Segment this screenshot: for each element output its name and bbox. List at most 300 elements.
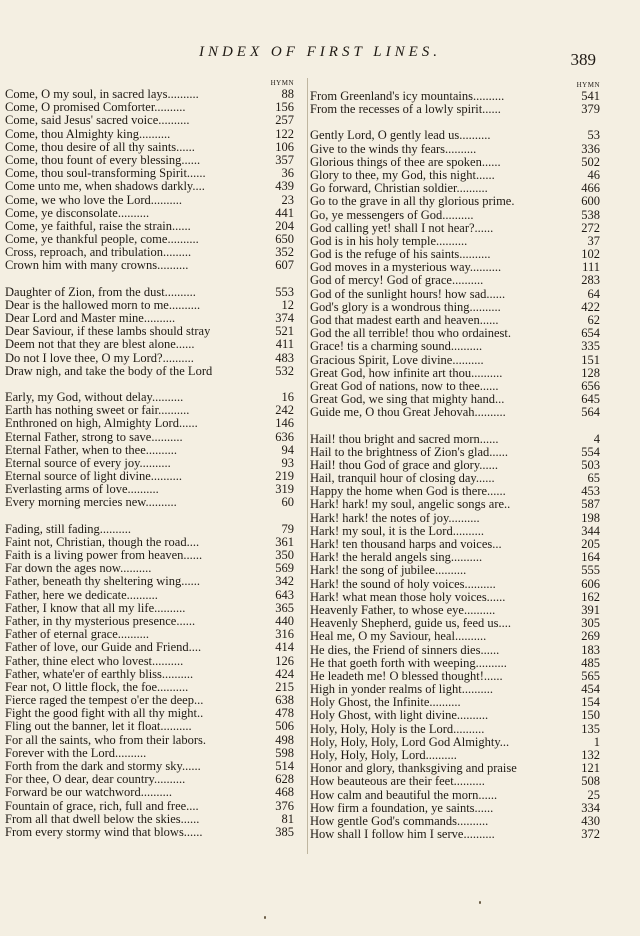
- index-entry: [310, 749, 600, 762]
- hymn-number: 468: [275, 786, 294, 800]
- hymn-number: 521: [275, 325, 294, 339]
- first-line-text: Earth has nothing sweet or fair..........: [5, 404, 190, 418]
- first-line-text: Dear Lord and Master mine..........: [5, 312, 176, 325]
- index-entry: [5, 707, 294, 720]
- hymn-number: 391: [581, 603, 600, 617]
- first-line-text: Hail to the brightness of Zion's glad......: [310, 445, 509, 459]
- first-line-text: God is in his holy temple..........: [310, 234, 468, 248]
- first-line-text: Holy, Holy, Holy, Lord..........: [310, 749, 457, 762]
- hymn-number: 607: [275, 259, 294, 273]
- hymn-number: 374: [275, 312, 294, 325]
- right-index-blocks: [310, 90, 600, 841]
- index-entry: [5, 694, 294, 707]
- hymn-number: 606: [581, 577, 600, 591]
- index-entry: [310, 723, 600, 736]
- index-entry: [310, 630, 600, 643]
- hymn-number: 46: [587, 168, 600, 182]
- first-line-text: Hark! my soul, it is the Lord..........: [310, 524, 484, 538]
- first-line-text: Heavenly Shepherd, guide us, feed us....: [310, 617, 511, 631]
- index-entry: [310, 604, 600, 617]
- first-line-text: Hail! thou bright and sacred morn......: [310, 432, 499, 446]
- hymn-number: 183: [581, 643, 600, 657]
- hymn-number: 379: [581, 103, 600, 117]
- hymn-number: 498: [275, 733, 294, 747]
- first-line-text: Give to the winds thy fears..........: [310, 142, 477, 156]
- index-entry: [310, 644, 600, 657]
- hymn-number: 643: [275, 588, 294, 602]
- index-entry: [5, 549, 294, 562]
- index-entry: [310, 248, 600, 261]
- first-line-text: Faint not, Christian, though the road....: [5, 535, 200, 549]
- index-entry: [5, 167, 294, 180]
- first-line-text: Forth from the dark and stormy sky......: [5, 760, 201, 773]
- hymn-number: 483: [275, 351, 294, 365]
- index-entry: [310, 446, 600, 459]
- first-line-text: Eternal Father, when to thee..........: [5, 443, 178, 457]
- index-letter-group: [5, 286, 294, 378]
- first-line-text: Faith is a living power from heaven......: [5, 549, 203, 562]
- first-line-text: Father, in thy mysterious presence......: [5, 614, 196, 628]
- hymn-number: 508: [581, 775, 600, 789]
- index-letter-group: [5, 391, 294, 510]
- index-entry: [310, 433, 600, 446]
- index-entry: [5, 575, 294, 588]
- index-entry: [5, 734, 294, 747]
- index-entry: [5, 286, 294, 299]
- first-line-text: Go, ye messengers of God..........: [310, 208, 474, 222]
- hymn-number: 342: [275, 575, 294, 589]
- hymn-number: 53: [587, 129, 600, 143]
- hymn-number: 414: [275, 641, 294, 655]
- index-entry: [5, 352, 294, 365]
- index-entry: [310, 736, 600, 749]
- hymn-number: 628: [275, 773, 294, 787]
- index-entry: [5, 773, 294, 786]
- index-entry: [310, 472, 600, 485]
- index-entry: [5, 800, 294, 813]
- hymn-number: 198: [581, 511, 600, 525]
- hymn-number: 126: [275, 654, 294, 668]
- hymn-number: 150: [581, 709, 600, 723]
- index-entry: [310, 222, 600, 235]
- index-entry: [310, 156, 600, 169]
- index-entry: [310, 235, 600, 248]
- first-line-text: Hark! the song of jubilee..........: [310, 564, 467, 578]
- index-entry: [310, 143, 600, 156]
- hymn-number: 93: [281, 456, 294, 470]
- index-entry: [310, 261, 600, 274]
- index-letter-group: [310, 90, 600, 116]
- first-line-text: Come, thou desire of all thy saints......: [5, 140, 195, 154]
- hymn-number: 132: [581, 749, 600, 762]
- hymn-number: 62: [587, 314, 600, 327]
- hymn-number: 336: [581, 142, 600, 156]
- index-entry: [5, 128, 294, 141]
- index-entry: [310, 314, 600, 327]
- first-line-text: He that goeth forth with weeping..........: [310, 656, 507, 670]
- first-line-text: Deem not that they are blest alone......: [5, 338, 195, 352]
- print-speck: [264, 916, 266, 919]
- hymn-number: 64: [587, 287, 600, 301]
- first-line-text: Far down the ages now..........: [5, 562, 152, 576]
- first-line-text: Every morning mercies new..........: [5, 496, 177, 510]
- index-entry: [5, 259, 294, 272]
- index-entry: [5, 589, 294, 602]
- hymn-number: 503: [581, 458, 600, 472]
- index-entry: [5, 180, 294, 193]
- first-line-text: Fierce raged the tempest o'er the deep...: [5, 694, 204, 708]
- first-line-text: Fading, still fading..........: [5, 522, 132, 536]
- hymn-number: 305: [581, 617, 600, 631]
- first-line-text: Hail, tranquil hour of closing day......: [310, 472, 495, 486]
- page-header-title: INDEX OF FIRST LINES.: [198, 44, 442, 60]
- hymn-number: 65: [587, 472, 600, 486]
- index-entry: [310, 498, 600, 511]
- first-line-text: Come, O my soul, in sacred lays..........: [5, 88, 199, 101]
- hymn-column-label: HYMN: [576, 81, 600, 89]
- index-entry: [310, 617, 600, 630]
- hymn-number: 376: [275, 799, 294, 813]
- first-line-text: Great God of nations, now to thee......: [310, 379, 499, 393]
- first-line-text: God's glory is a wondrous thing..........: [310, 300, 501, 314]
- first-line-text: Dear Saviour, if these lambs should stray: [5, 325, 211, 339]
- index-entry: [5, 470, 294, 483]
- index-entry: [5, 431, 294, 444]
- first-line-text: Father, thine elect who lovest..........: [5, 654, 184, 668]
- index-entry: [5, 813, 294, 826]
- hymn-number: 654: [581, 327, 600, 341]
- hymn-number: 106: [275, 140, 294, 154]
- index-entry: [5, 233, 294, 246]
- index-entry: [5, 246, 294, 259]
- hymn-number: 532: [275, 364, 294, 378]
- index-entry: [5, 536, 294, 549]
- hymn-number: 565: [581, 669, 600, 683]
- first-line-text: How firm a foundation, ye saints......: [310, 801, 494, 815]
- index-entry: [310, 709, 600, 722]
- first-line-text: Fear not, O little flock, the foe..........: [5, 680, 189, 694]
- index-entry: [5, 207, 294, 220]
- hymn-number: 272: [581, 221, 600, 235]
- hymn-number: 441: [275, 206, 294, 220]
- first-line-text: Holy Ghost, with light divine..........: [310, 709, 489, 723]
- first-line-text: Come, ye disconsolate..........: [5, 206, 150, 220]
- index-entry: [5, 88, 294, 101]
- hymn-number: 555: [581, 564, 600, 578]
- index-entry: [5, 641, 294, 654]
- first-line-text: Come, O promised Comforter..........: [5, 101, 186, 115]
- hymn-number: 365: [275, 601, 294, 615]
- hymn-number: 650: [275, 233, 294, 247]
- index-entry: [310, 485, 600, 498]
- hymn-number: 478: [275, 707, 294, 721]
- index-entry: [310, 828, 600, 841]
- first-line-text: Draw nigh, and take the body of the Lord: [5, 364, 213, 378]
- first-line-text: How calm and beautiful the morn......: [310, 788, 498, 802]
- first-line-text: Father, I know that all my life..........: [5, 601, 186, 615]
- first-line-text: Everlasting arms of love..........: [5, 483, 159, 497]
- hymn-column-label: HYMN: [270, 79, 294, 87]
- index-letter-group: [5, 523, 294, 840]
- hymn-number: 146: [275, 417, 294, 431]
- hymn-number: 638: [275, 694, 294, 708]
- index-entry: [310, 209, 600, 222]
- first-line-text: Go to the grave in all thy glorious prime.: [310, 195, 515, 209]
- hymn-number: 422: [581, 300, 600, 314]
- index-entry: [5, 655, 294, 668]
- hymn-number: 81: [281, 812, 294, 826]
- hymn-number: 128: [581, 366, 600, 380]
- index-entry: [5, 299, 294, 312]
- index-entry: [5, 720, 294, 733]
- index-entry: [310, 512, 600, 525]
- index-entry: [5, 826, 294, 839]
- first-line-text: Fountain of grace, rich, full and free....: [5, 799, 199, 813]
- first-line-text: Holy Ghost, the Infinite..........: [310, 696, 461, 710]
- index-entry: [310, 103, 600, 116]
- index-entry: [310, 657, 600, 670]
- index-entry: [310, 551, 600, 564]
- hymn-number: 598: [275, 746, 294, 760]
- index-entry: [5, 496, 294, 509]
- hymn-number: 453: [581, 485, 600, 499]
- hymn-number: 352: [275, 246, 294, 260]
- hymn-number: 454: [581, 683, 600, 697]
- hymn-number: 205: [581, 538, 600, 551]
- first-line-text: Happy the home when God is there......: [310, 485, 506, 499]
- hymn-number: 411: [275, 338, 294, 352]
- hymn-number: 440: [275, 614, 294, 628]
- first-line-text: Holy, Holy, Holy is the Lord..........: [310, 722, 485, 736]
- index-entry: [310, 683, 600, 696]
- index-entry: [310, 129, 600, 142]
- first-line-text: Honor and glory, thanksgiving and praise: [310, 762, 517, 776]
- first-line-text: Eternal source of every joy..........: [5, 456, 171, 470]
- first-line-text: Heavenly Father, to whose eye..........: [310, 603, 496, 617]
- first-line-text: High in yonder realms of light..........: [310, 683, 493, 697]
- hymn-number: 37: [587, 234, 600, 248]
- index-entry: [5, 444, 294, 457]
- index-entry: [5, 747, 294, 760]
- first-line-text: God moves in a mysterious way..........: [310, 261, 502, 275]
- index-entry: [5, 668, 294, 681]
- index-entry: [310, 591, 600, 604]
- index-entry: [5, 220, 294, 233]
- first-line-text: From every stormy wind that blows......: [5, 825, 203, 839]
- index-entry: [5, 628, 294, 641]
- hymn-number: 319: [275, 483, 294, 497]
- index-entry: [310, 380, 600, 393]
- first-line-text: Gently Lord, O gently lead us..........: [310, 129, 491, 143]
- first-line-text: Heal me, O my Saviour, heal..........: [310, 630, 487, 644]
- hymn-number: 506: [275, 720, 294, 734]
- first-line-text: Early, my God, without delay..........: [5, 390, 184, 404]
- index-entry: [310, 696, 600, 709]
- first-line-text: Hark! the herald angels sing..........: [310, 551, 483, 565]
- index-entry: [5, 786, 294, 799]
- index-entry: [5, 338, 294, 351]
- first-line-text: Do not I love thee, O my Lord?..........: [5, 351, 194, 365]
- first-line-text: From Greenland's icy mountains..........: [310, 90, 505, 103]
- index-entry: [5, 760, 294, 773]
- index-entry: [5, 602, 294, 615]
- hymn-number: 79: [281, 522, 294, 536]
- hymn-number: 538: [581, 208, 600, 222]
- hymn-number: 36: [281, 167, 294, 181]
- index-letter-group: [310, 433, 600, 842]
- first-line-text: He dies, the Friend of sinners dies......: [310, 643, 500, 657]
- first-line-text: From the recesses of a lowly spirit......: [310, 103, 501, 117]
- first-line-text: Dear is the hallowed morn to me..........: [5, 298, 201, 312]
- first-line-text: Eternal source of light divine..........: [5, 470, 183, 484]
- hymn-number: 466: [581, 182, 600, 196]
- hymn-number: 156: [275, 101, 294, 115]
- hymn-number: 257: [275, 114, 294, 128]
- index-entry: [5, 417, 294, 430]
- first-line-text: God of the sunlight hours! how sad......: [310, 287, 506, 301]
- first-line-text: Hail! thou God of grace and glory......: [310, 458, 499, 472]
- index-entry: [5, 404, 294, 417]
- first-line-text: Hark! what mean those holy voices......: [310, 590, 506, 604]
- hymn-number: 4: [593, 432, 600, 446]
- hymn-number: 344: [581, 524, 600, 538]
- first-line-text: For thee, O dear, dear country..........: [5, 773, 186, 787]
- first-line-text: Come, ye thankful people, come..........: [5, 233, 199, 247]
- first-line-text: Hark! hark! the notes of joy..........: [310, 511, 480, 525]
- hymn-number: 350: [275, 549, 294, 562]
- hymn-number: 569: [275, 562, 294, 576]
- index-entry: [5, 101, 294, 114]
- hymn-number: 215: [275, 680, 294, 694]
- hymn-number: 219: [275, 470, 294, 484]
- index-entry: [310, 789, 600, 802]
- index-entry: [310, 354, 600, 367]
- index-entry: [310, 182, 600, 195]
- index-entry: [5, 154, 294, 167]
- index-entry: [5, 312, 294, 325]
- index-entry: [5, 141, 294, 154]
- left-column: [5, 78, 294, 852]
- index-entry: [310, 406, 600, 419]
- hymn-number: 269: [581, 630, 600, 644]
- hymn-number: 316: [275, 628, 294, 642]
- index-entry: [310, 578, 600, 591]
- first-line-text: Fling out the banner, let it float..........: [5, 720, 192, 734]
- hymn-number: 430: [581, 814, 600, 828]
- first-line-text: Father, whate'er of earthly bliss..........: [5, 667, 194, 681]
- hymn-number: 385: [275, 825, 294, 839]
- hymn-number: 111: [582, 261, 600, 275]
- first-line-text: Father of eternal grace..........: [5, 628, 150, 642]
- hymn-number: 600: [581, 195, 600, 209]
- first-line-text: Father of love, our Guide and Friend....: [5, 641, 202, 655]
- first-line-text: God is the refuge of his saints..........: [310, 248, 491, 262]
- hymn-number: 553: [275, 285, 294, 299]
- first-line-text: For all the saints, who from their labors.: [5, 733, 207, 747]
- first-line-text: God calling yet! shall I not hear?......: [310, 221, 494, 235]
- index-entry: [310, 393, 600, 406]
- index-entry: [310, 762, 600, 775]
- first-line-text: How gentle God's commands..........: [310, 814, 489, 828]
- hymn-number: 1: [593, 735, 600, 749]
- hymn-number: 88: [281, 88, 294, 101]
- first-line-text: Hark! the sound of holy voices..........: [310, 577, 496, 591]
- hymn-number: 334: [581, 801, 600, 815]
- index-entry: [5, 194, 294, 207]
- index-entry: [310, 538, 600, 551]
- right-column: [307, 78, 600, 854]
- index-entry: [310, 670, 600, 683]
- hymn-number: 424: [275, 667, 294, 681]
- index-entry: [310, 327, 600, 340]
- index-entry: [310, 301, 600, 314]
- page-number: 389: [570, 50, 596, 69]
- first-line-text: Father, here we dedicate..........: [5, 588, 158, 602]
- index-entry: [5, 681, 294, 694]
- hymn-number: 121: [581, 762, 600, 776]
- index-entry: [310, 815, 600, 828]
- first-line-text: Holy, Holy, Holy, Lord God Almighty...: [310, 735, 510, 749]
- index-entry: [310, 775, 600, 788]
- hymn-number: 204: [275, 219, 294, 233]
- index-entry: [5, 457, 294, 470]
- index-entry: [310, 802, 600, 815]
- print-speck: [479, 901, 481, 904]
- first-line-text: Come, thou fount of every blessing......: [5, 153, 201, 167]
- index-entry: [5, 483, 294, 496]
- first-line-text: Come, ye faithful, raise the strain......: [5, 219, 191, 233]
- hymn-number: 135: [581, 722, 600, 736]
- hymn-number: 656: [581, 379, 600, 393]
- index-entry: [310, 195, 600, 208]
- index-entry: [310, 525, 600, 538]
- hymn-number: 357: [275, 153, 294, 167]
- first-line-text: How beauteous are their feet..........: [310, 775, 485, 789]
- first-line-text: God that madest earth and heaven......: [310, 314, 499, 327]
- hymn-number: 122: [275, 127, 294, 141]
- hymn-number: 564: [581, 406, 600, 420]
- first-line-text: How shall I follow him I serve..........: [310, 828, 495, 842]
- first-line-text: Daughter of Zion, from the dust..........: [5, 285, 196, 299]
- first-line-text: Gracious Spirit, Love divine..........: [310, 353, 484, 367]
- first-line-text: Forever with the Lord..........: [5, 746, 147, 760]
- hymn-number: 162: [581, 590, 600, 604]
- hymn-number: 283: [581, 274, 600, 288]
- first-line-text: Go forward, Christian soldier..........: [310, 182, 488, 196]
- hymn-number: 335: [581, 340, 600, 354]
- first-line-text: God of mercy! God of grace..........: [310, 274, 484, 288]
- hymn-number: 94: [281, 443, 294, 457]
- index-entry: [5, 114, 294, 127]
- hymn-number: 60: [281, 496, 294, 510]
- first-line-text: Enthroned on high, Almighty Lord......: [5, 417, 198, 431]
- hymn-number: 636: [275, 430, 294, 444]
- first-line-text: God the all terrible! thou who ordainest.: [310, 327, 511, 341]
- first-line-text: Come, said Jesus' sacred voice..........: [5, 114, 190, 128]
- index-entry: [310, 169, 600, 182]
- hymn-number: 372: [581, 828, 600, 842]
- hymn-number: 485: [581, 656, 600, 670]
- hymn-number: 541: [581, 90, 600, 103]
- hymn-number: 151: [581, 353, 600, 367]
- first-line-text: Come, we who love the Lord..........: [5, 193, 183, 207]
- hymn-number: 164: [581, 551, 600, 565]
- first-line-text: Guide me, O thou Great Jehovah..........: [310, 406, 506, 420]
- first-line-text: Fight the good fight with all thy might..: [5, 707, 204, 721]
- first-line-text: Hark! hark! my soul, angelic songs are..: [310, 498, 511, 512]
- first-line-text: Forward be our watchword..........: [5, 786, 172, 800]
- first-line-text: Come unto me, when shadows darkly....: [5, 180, 205, 194]
